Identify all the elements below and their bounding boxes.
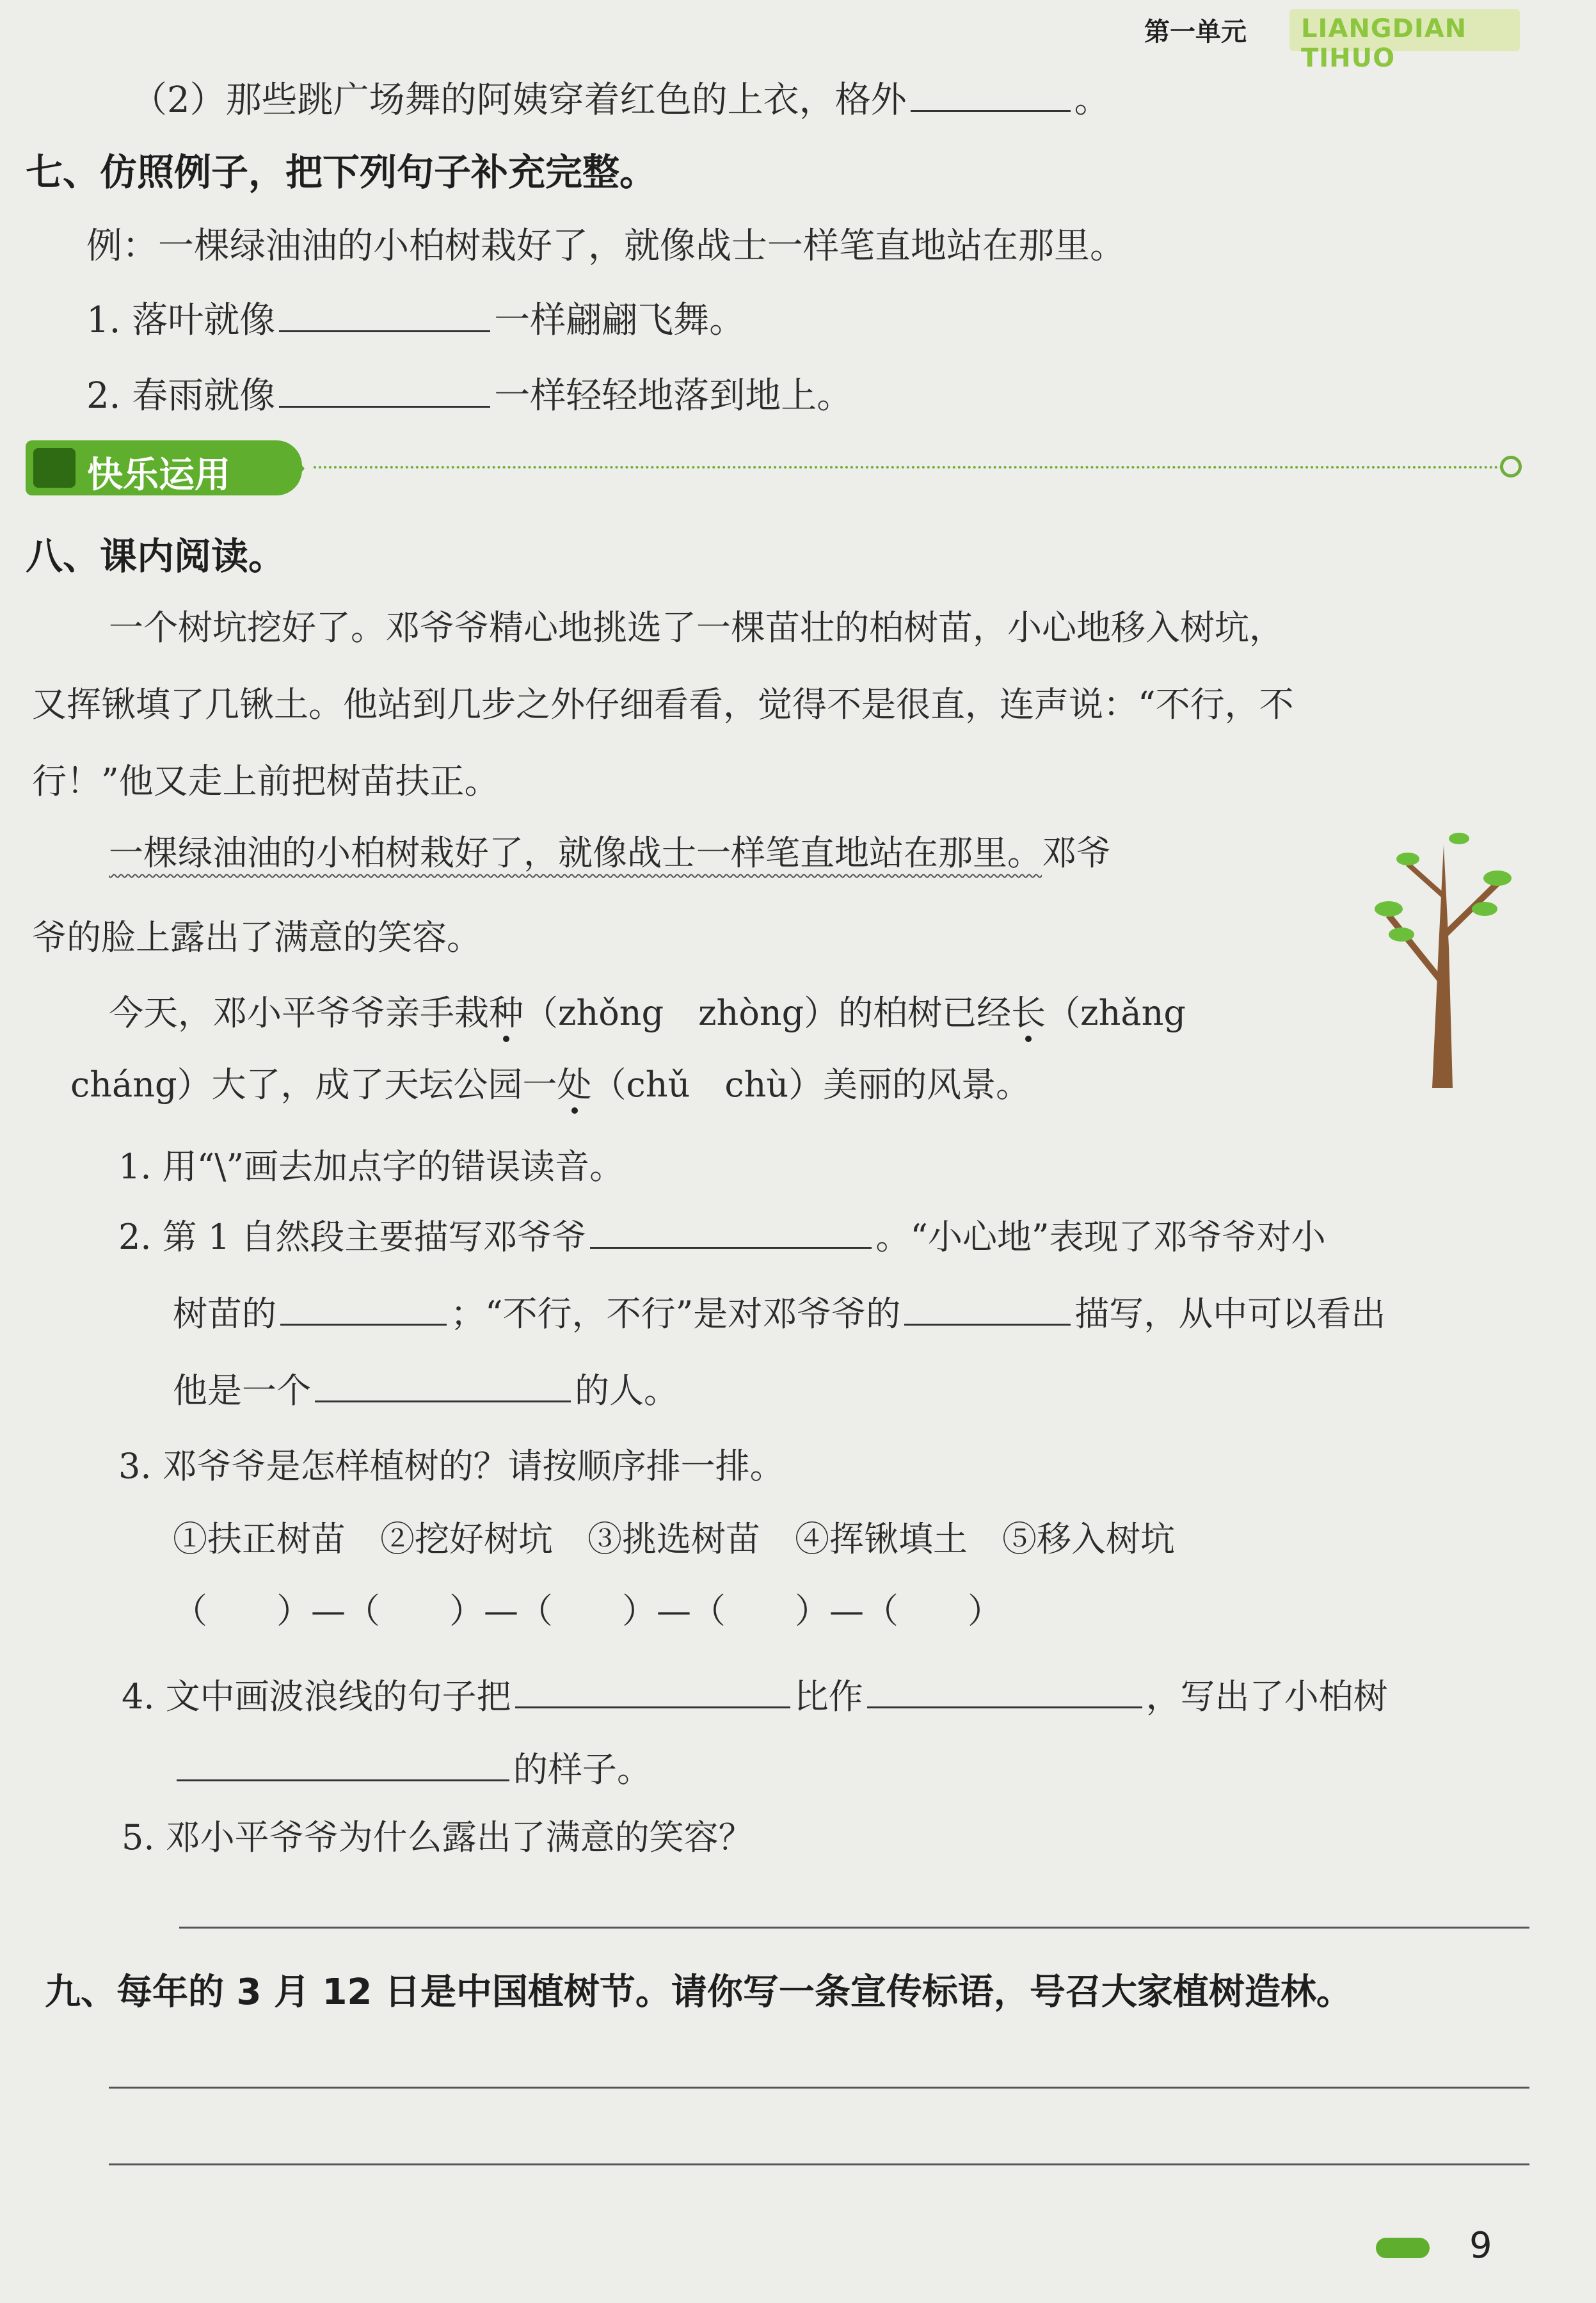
wavy-sentence: 一棵绿油油的小柏树栽好了，就像战士一样笔直地站在那里。 [109,833,1042,873]
q6-item2: （2）那些跳广场舞的阿姨穿着红色的上衣，格外 。 [131,79,1110,121]
page-number-pill [1376,2238,1430,2258]
q8-p3-line1: 今天，邓小平爷爷亲手栽种（zhǒng zhòng）的柏树已经长（zhǎng [109,993,1186,1033]
trophy-icon [33,448,76,488]
q8-s2-blank3[interactable] [904,1323,1071,1326]
q8-s3: 3. 邓爷爷是怎样植树的？请按顺序排一排。 [118,1446,785,1486]
q8-s2-blank2[interactable] [280,1323,447,1326]
q7-item2: 2. 春雨就像 一样轻轻地落到地上。 [86,375,853,417]
q8-s2-line3: 他是一个 的人。 [173,1370,678,1411]
brand-logo-text: LIANGDIAN TIHUO [1301,14,1467,73]
page-number: 9 [1469,2225,1492,2267]
q9-title: 九、每年的 3 月 12 日是中国植树节。请你写一条宣传标语，号召大家植树造林。 [45,1971,1352,2013]
q8-p1-line3: 行！”他又走上前把树苗扶正。 [32,761,499,801]
unit-label: 第一单元 [1144,17,1247,47]
brand-logo [1289,9,1520,73]
q7-example: 例：一棵绿油油的小柏树栽好了，就像战士一样笔直地站在那里。 [86,225,1126,267]
section-badge-label: 快乐运用 [87,454,230,496]
q7-item2-blank[interactable] [279,405,490,408]
q9-answer-line-1[interactable] [109,2087,1529,2089]
q8-p1-line2: 又挥锹填了几锹土。他站到几步之外仔细看看，觉得不是很直，连声说：“不行，不 [32,684,1294,725]
q8-s1: 1. 用“\”画去加点字的错误读音。 [118,1146,625,1187]
q8-s5: 5. 邓小平爷爷为什么露出了满意的笑容？ [122,1817,753,1858]
q8-s2-line1: 2. 第 1 自然段主要描写邓爷爷 。“小心地”表现了邓爷爷对小 [118,1217,1326,1257]
dotted-char-chu: 处 [557,1064,592,1105]
q8-s4-line1: 4. 文中画波浪线的句子把 比作 ，写出了小柏树 [122,1676,1388,1717]
q6-blank[interactable] [911,109,1071,112]
q8-s3-options: ①扶正树苗 ②挖好树坑 ③挑选树苗 ④挥锹填土 ⑤移入树坑 [173,1519,1175,1559]
section-divider [314,466,1504,469]
q7-item1: 1. 落叶就像 一样翩翩飞舞。 [86,300,746,341]
q7-item1-blank[interactable] [279,330,490,332]
tree-illustration [1363,819,1517,1088]
q8-title: 八、课内阅读。 [26,534,286,578]
q8-s4-line2: 的样子。 [173,1742,651,1792]
q8-s2-blank1[interactable] [590,1246,872,1249]
q8-p2-line2: 爷的脸上露出了满意的笑容。 [32,917,481,958]
dotted-char-zhang: 长 [1011,993,1046,1033]
dotted-char-zhong: 种 [489,993,523,1033]
divider-end-icon [1500,456,1522,477]
q8-p2-line1: 一棵绿油油的小柏树栽好了，就像战士一样笔直地站在那里。邓爷 [109,833,1111,873]
q8-s5-answer-line[interactable] [179,1927,1529,1929]
q8-s4-blank1[interactable] [515,1706,790,1708]
q8-s2-blank4[interactable] [315,1400,571,1402]
section-badge [26,440,302,495]
q9-answer-line-2[interactable] [109,2163,1529,2165]
q8-s4-blank2[interactable] [867,1706,1142,1708]
q8-s3-sequence[interactable]: （ ）—（ ）—（ ）—（ ）—（ ） [173,1591,1002,1631]
badge-arrow-icon [284,444,305,493]
q8-p1-line1: 一个树坑挖好了。邓爷爷精心地挑选了一棵苗壮的柏树苗，小心地移入树坑， [109,607,1284,648]
q7-title: 七、仿照例子，把下列句子补充完整。 [26,150,657,194]
q8-s4-blank3[interactable] [177,1779,509,1781]
q8-p3-line2: cháng）大了，成了天坛公园一处（chǔ chù）美丽的风景。 [70,1064,1031,1105]
q8-s2-line2: 树苗的 ；“不行，不行”是对邓爷爷的 描写，从中可以看出 [173,1294,1386,1334]
